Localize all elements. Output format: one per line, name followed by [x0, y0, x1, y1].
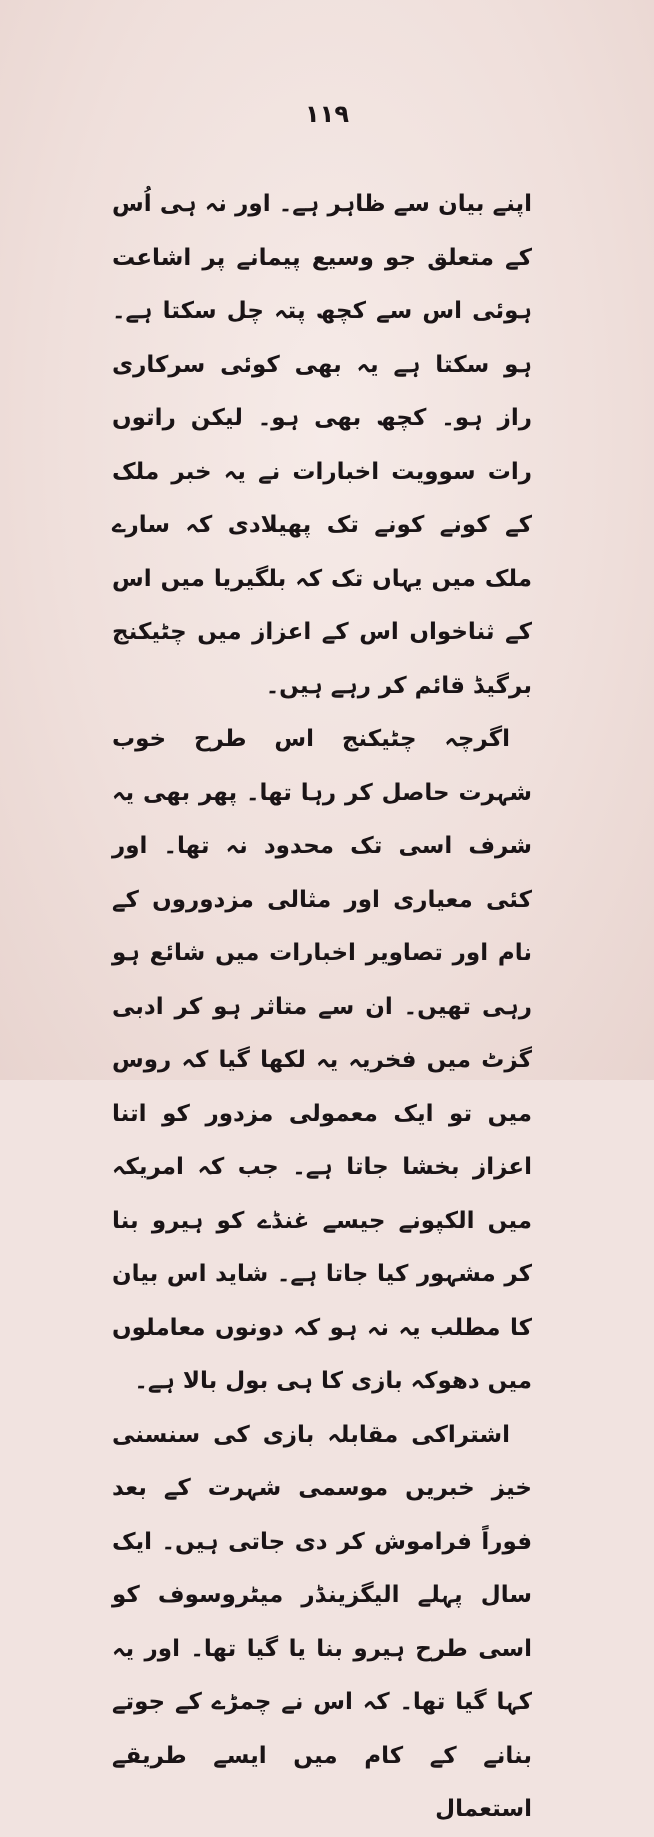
- page-number: ۱۱۹: [305, 100, 349, 128]
- paragraph: اپنے بیان سے ظاہر ہے۔ اور نہ ہی اُس کے متعلق جو وسیع پیمانے پر اشاعت ہوئی اس سے کچھ پتہ چل سکتا ہے۔ ہو سکتا ہے یہ بھی کوئی سرکاری راز ہو۔ کچھ بھی ہو۔ لیکن راتوں رات سوویت اخبارات نے یہ خبر ملک کے کونے کونے تک پھیلادی کہ سارے ملک میں یہاں تک کہ بلگیریا میں اس کے ثناخواں اس کے اعزاز میں چٹیکنج برگیڈ قائم کر رہے ہیں۔: [112, 191, 532, 699]
- paragraph: اشتراکی مقابلہ بازی کی سنسنی خیز خبریں موسمی شہرت کے بعد فوراً فراموش کر دی جاتی ہیں۔ ایک سال پہلے الیگزینڈر میٹروسوف کو اسی طرح ہیرو بنا یا گیا تھا۔ اور یہ کہا گیا تھا۔ کہ اس نے چمڑے کے جوتے بنانے کے کام میں ایسے طریقے استعمال: [112, 1421, 532, 1822]
- paragraph: اگرچہ چٹیکنج اس طرح خوب شہرت حاصل کر رہا تھا۔ پھر بھی یہ شرف اسی تک محدود نہ تھا۔ اور کئی معیاری اور مثالی مزدوروں کے نام اور تصاویر اخبارات میں شائع ہو رہی تھیں۔ ان سے متاثر ہو کر ادبی گزٹ میں فخریہ یہ لکھا گیا کہ روس میں تو ایک معمولی مزدور کو اتنا اعزاز بخشا جاتا ہے۔ جب کہ امریکہ میں الکپونے جیسے غنڈے کو ہیرو بنا کر مشہور کیا جاتا ہے۔ شاید اس بیان کا مطلب یہ نہ ہو کہ دونوں معاملوں میں دھوکہ بازی کا ہی بول بالا ہے۔: [112, 726, 532, 1394]
- body-text: [112, 178, 532, 1837]
